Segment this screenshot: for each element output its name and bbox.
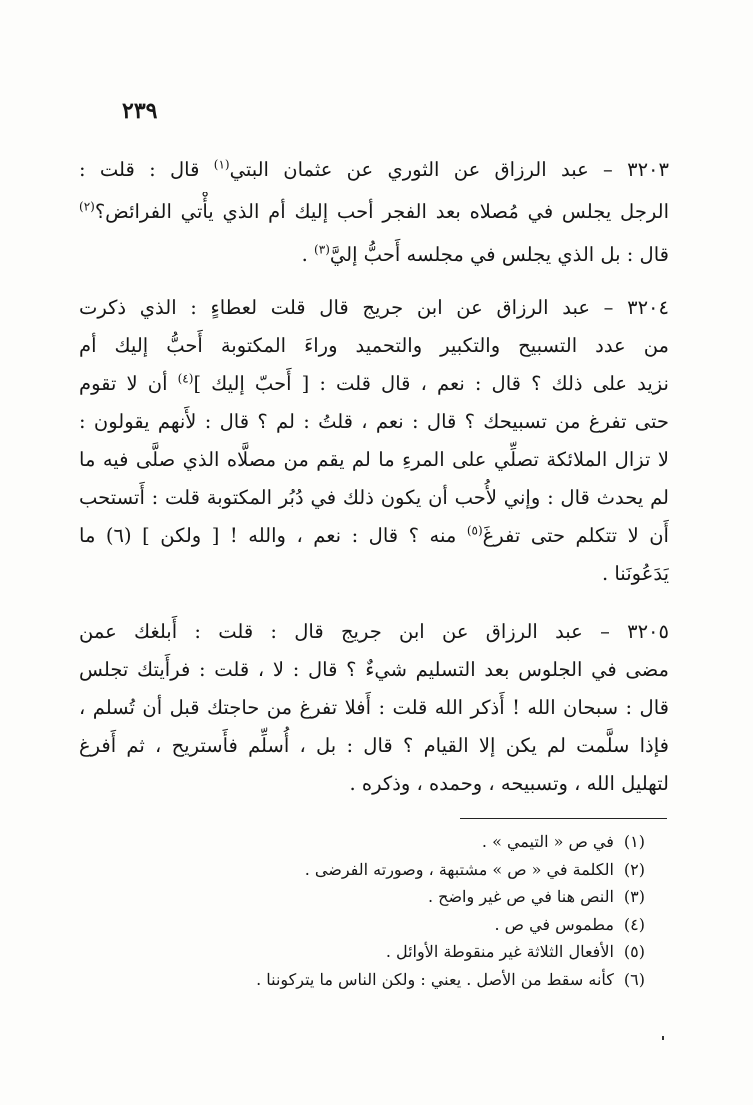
footnote-text: الأفعال الثلاثة غير منقوطة الأوائل . [385,942,614,961]
line-text: ٣٢٠٣ – عبد الرزاق عن الثوري عن عثمان البتي [229,158,669,181]
text-line [79,192,669,232]
text-line [79,402,669,442]
line-text: من عدد التسبيح والتكبير والتحميد وراءَ المكتوبة أَحبُّ إليك أم [79,334,669,357]
footnote-text: في ص « التيمي » . [481,832,614,851]
line-text-after: منه ؟ قال : نعم ، والله ! [ ولكن ] (٦) ما [79,524,467,547]
line-text: قال : بل الذي يجلس في مجلسه أَحبُّ إليَّ [329,243,669,266]
line-text: يَدَعُونَنا . [601,562,669,585]
text-line [79,440,669,480]
text-line [79,612,669,652]
text-line [79,726,669,766]
line-text: لتهليل الله ، وتسبيحه ، وحمده ، وذكره . [349,772,669,795]
text-line [79,478,669,518]
scan-speck [662,1036,664,1040]
text-line [79,554,669,594]
line-text: نزيد على ذلك ؟ قال : نعم ، قال قلت : [ أَحبّ إليك ] [193,372,669,395]
text-line [79,288,669,328]
text-line [79,516,669,556]
footnote-item [85,938,645,966]
line-text: لم يحدث قال : وإني لأُحب أن يكون ذلك في دُبُر المكتوبة قلت : أَتستحب [79,486,669,509]
footnote-number: (٣) [623,887,645,906]
footnote-item [85,856,645,884]
line-text: مضى في الجلوس بعد التسليم شيءٌ ؟ قال : لا ، قلت : فرأَيتك تجلس [79,658,669,681]
line-text: أَن لا تتكلم حتى تفرغَ [482,524,669,547]
line-text: فإذا سلَّمت لم يكن إلا القيام ؟ قال : بل ، أُسلِّم فأَستريح ، ثم أَفرغ [79,734,669,757]
footnote-ref: (٢) [79,199,95,214]
footnote-number: (٤) [623,914,645,934]
text-line [79,150,669,190]
line-text: ٣٢٠٤ – عبد الرزاق عن ابن جريج قال قلت لعطاءٍ : الذي ذكرت [79,296,669,319]
footnote-number: (٢) [623,859,645,879]
footnote-text: مطموس في ص . [494,914,614,934]
page-number: ٢٣٩ [122,98,158,124]
line-text-after: . [301,243,315,266]
line-text: قال : سبحان الله ! أَذكر الله قلت : أَفلا تفرغ من حاجتك قبل أن تُسلم ، [79,696,669,719]
text-line [79,326,669,366]
line-text: لا تزال الملائكة تصلِّي على المرءِ ما لم يقم من مصلَّاه الذي صلَّى فيه ما [79,448,669,471]
text-line [79,764,669,804]
line-text: الرجل يجلس في مُصلاه بعد الفجر أحب إليك أم الذي يأْتي الفرائض؟ [94,200,669,223]
footnote-ref: (١) [213,157,230,172]
footnote-item [85,966,645,994]
footnote-ref: (٣) [314,242,330,257]
footnote-item [85,911,645,939]
footnote-text: النص هنا في ص غير واضح . [427,887,614,906]
line-text: ٣٢٠٥ – عبد الرزاق عن ابن جريج قال : قلت : أَبلغك عمن [79,620,669,643]
text-line [79,364,669,404]
footnote-ref: (٤) [177,371,194,386]
line-text-after: قال : قلت : [79,158,214,181]
footnote-number: (٦) [623,969,645,989]
text-line [79,688,669,728]
footnotes [85,828,645,993]
footnote-text: كأنه سقط من الأصل . يعني : ولكن الناس ما يتركوننا . [256,969,614,989]
footnote-ref: (٥) [466,523,483,538]
text-line [79,235,669,275]
footnote-item [85,883,645,911]
footnote-item [85,828,645,856]
footnote-divider [460,818,667,819]
footnote-number: (٥) [623,942,645,961]
footnote-text: الكلمة في « ص » مشتبهة ، وصورته الفرضى . [304,859,614,879]
line-text: حتى تفرغ من تسبيحك ؟ قال : نعم ، قلتُ : لم ؟ قال : لأَنهم يقولون : [79,410,669,433]
line-text-after: أن لا تقوم [79,372,178,395]
footnote-number: (١) [623,832,645,851]
text-line [79,650,669,690]
